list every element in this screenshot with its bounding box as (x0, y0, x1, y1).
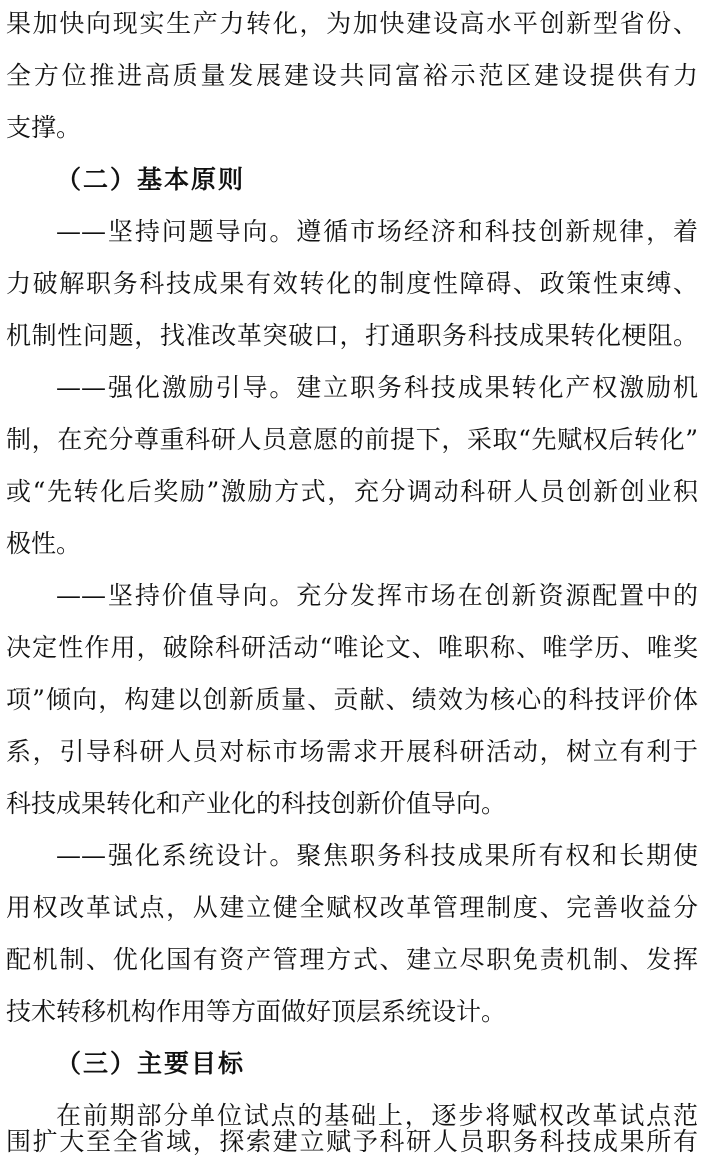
paragraph-line: 极性。 (6, 529, 82, 558)
paragraph-line: ——强化系统设计。聚焦职务科技成果所有权和长期使 (56, 841, 698, 870)
paragraph-line: 系，引导科研人员对标市场需求开展科研活动，树立有利于 (6, 737, 698, 766)
paragraph-line: 全方位推进高质量发展建设共同富裕示范区建设提供有力 (6, 61, 698, 90)
paragraph-line: ——坚持价值导向。充分发挥市场在创新资源配置中的 (56, 581, 698, 610)
paragraph-line: 果加快向现实生产力转化，为加快建设高水平创新型省份、 (6, 9, 698, 38)
paragraph-line: ——强化激励引导。建立职务科技成果转化产权激励机 (56, 373, 698, 402)
paragraph-line: 项”倾向，构建以创新质量、贡献、绩效为核心的科技评价体 (6, 685, 698, 714)
paragraph-line: 决定性作用，破除科研活动“唯论文、唯职称、唯学历、唯奖 (6, 633, 698, 662)
paragraph-line: 科技成果转化和产业化的科技创新价值导向。 (6, 789, 507, 818)
paragraph-line: 机制性问题，找准改革突破口，打通职务科技成果转化梗阻。 (6, 321, 698, 350)
paragraph-line: 在前期部分单位试点的基础上，逐步将赋权改革试点范 (56, 1101, 698, 1130)
paragraph-line: 技术转移机构作用等方面做好顶层系统设计。 (6, 997, 507, 1026)
paragraph-line: 或“先转化后奖励”激励方式，充分调动科研人员创新创业积 (6, 477, 698, 506)
paragraph-line: 制，在充分尊重科研人员意愿的前提下，采取“先赋权后转化” (6, 425, 698, 454)
paragraph-line: 支撑。 (6, 113, 82, 142)
paragraph-line: 配机制、优化国有资产管理方式、建立尽职免责机制、发挥 (6, 945, 698, 974)
paragraph-line: 用权改革试点，从建立健全赋权改革管理制度、完善收益分 (6, 893, 698, 922)
paragraph-line: ——坚持问题导向。遵循市场经济和科技创新规律，着 (56, 217, 698, 246)
section-heading-goals: （三）主要目标 (56, 1049, 246, 1078)
paragraph-line: 力破解职务科技成果有效转化的制度性障碍、政策性束缚、 (6, 269, 698, 298)
paragraph-line: 围扩大至全省域，探索建立赋予科研人员职务科技成果所有 (6, 1127, 698, 1156)
section-heading-principles: （二）基本原则 (56, 165, 246, 194)
